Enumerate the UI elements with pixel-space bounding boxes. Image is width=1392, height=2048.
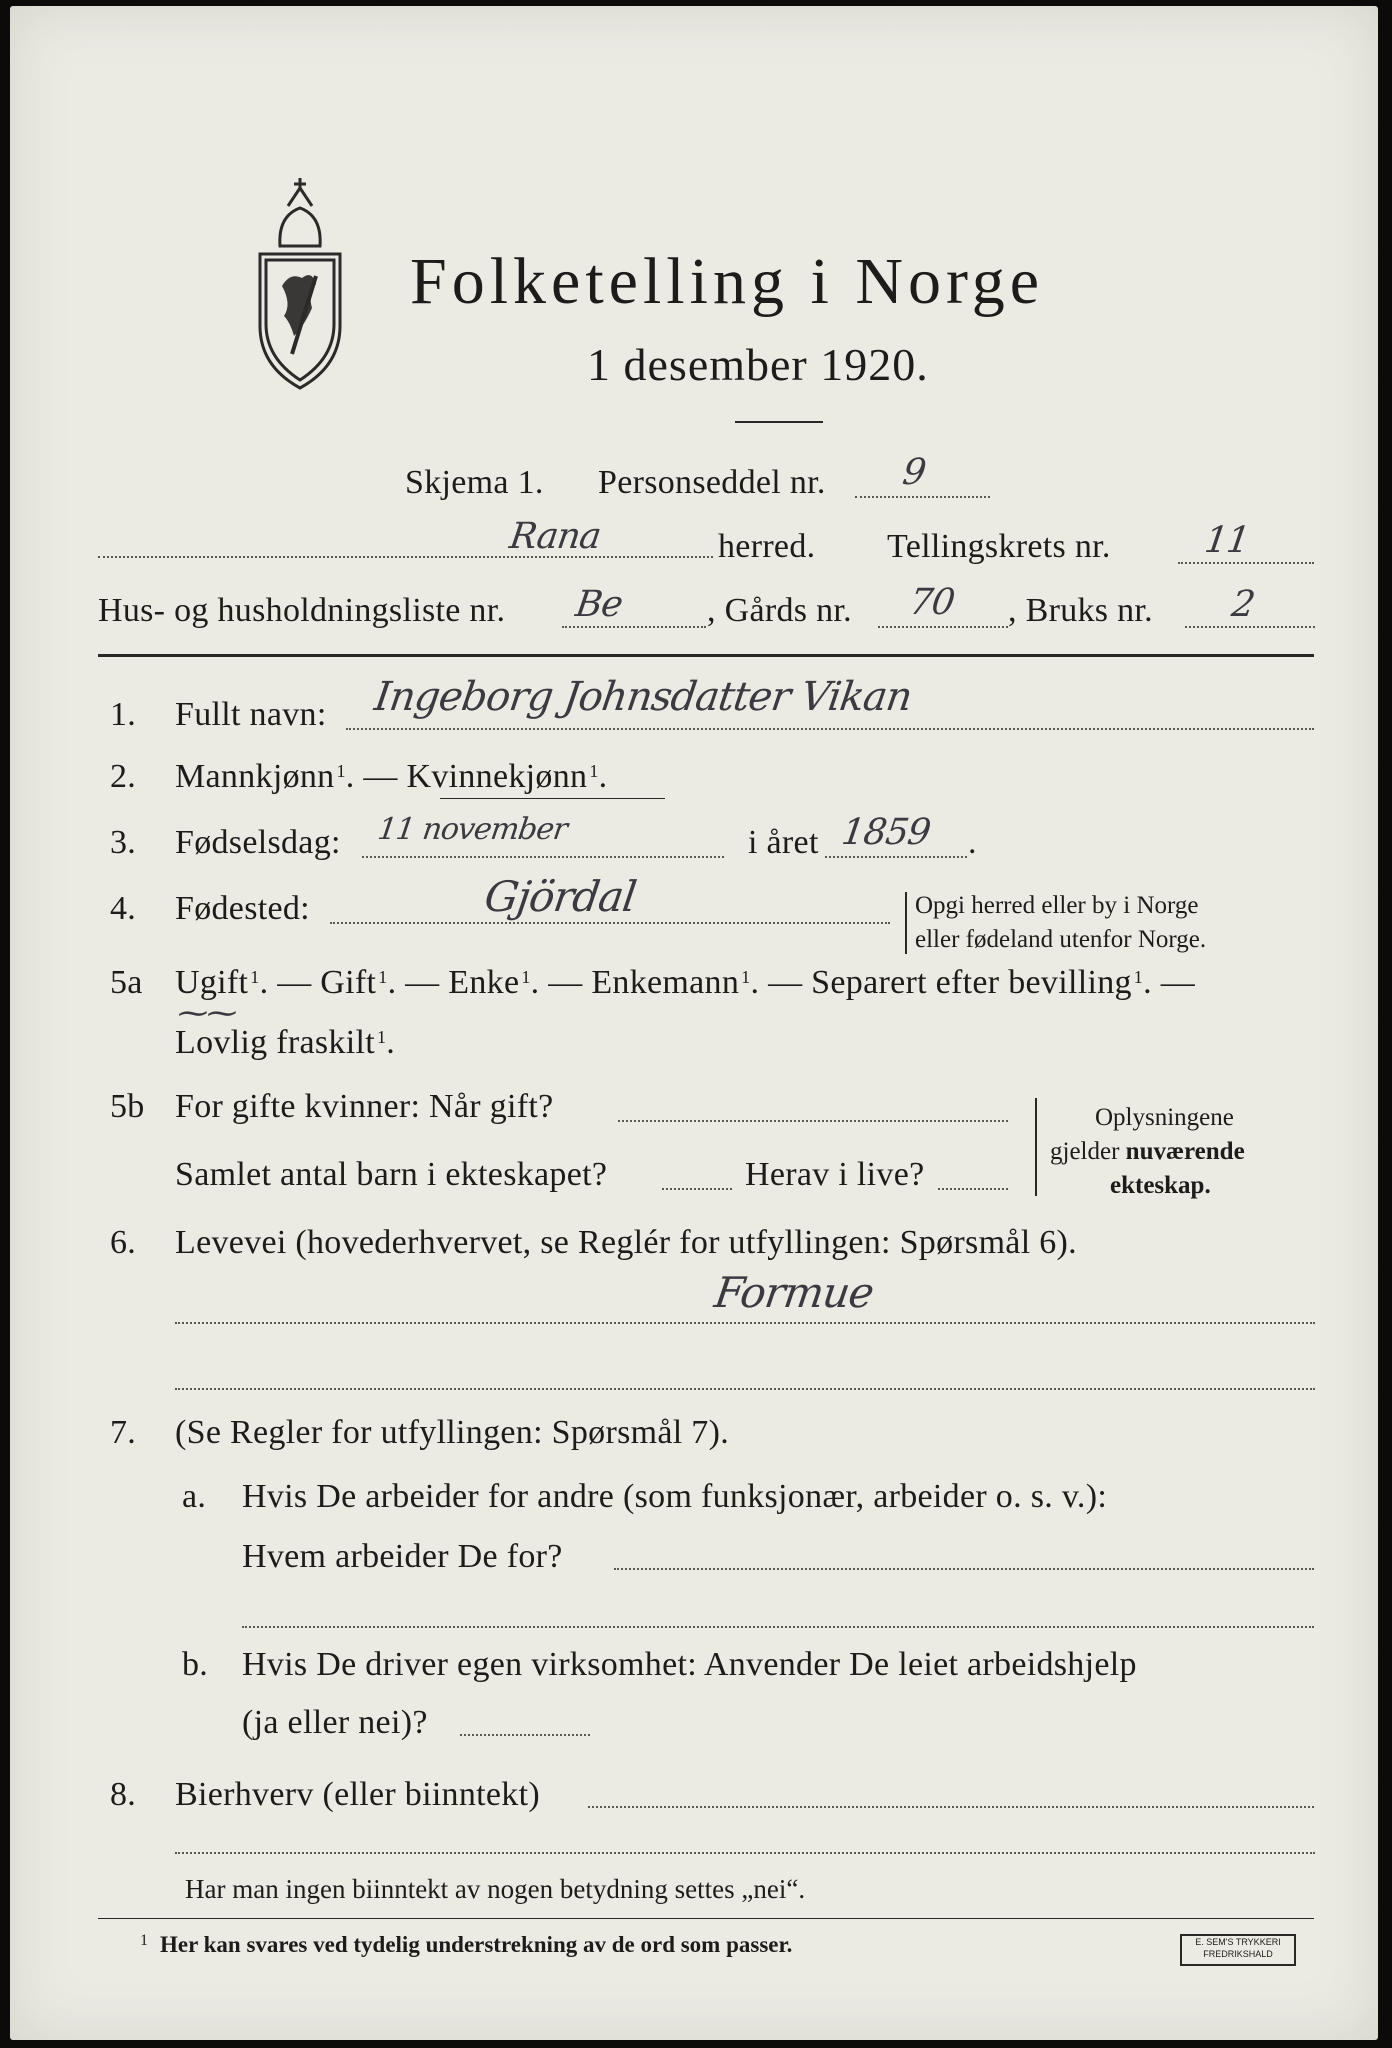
q7b-number: b. — [182, 1646, 209, 1683]
q5a-number: 5a — [110, 964, 143, 1001]
tellingskrets-value: 11 — [1202, 520, 1252, 561]
birthday-field[interactable] — [362, 856, 724, 858]
q1-label: Fullt navn: — [175, 696, 327, 733]
personseddel-value: 9 — [900, 452, 928, 493]
gards-label: , Gårds nr. — [707, 592, 852, 629]
coat-of-arms-icon — [250, 176, 350, 396]
q1-number: 1. — [110, 696, 137, 733]
husliste-value: Be — [573, 584, 625, 625]
q2-options: Mannkjønn $^1$. — Kvinnekjønn $^1$. — [175, 758, 608, 795]
children-alive-field[interactable] — [938, 1188, 1008, 1190]
herred-value: Rana — [507, 516, 603, 557]
aret-label: i året — [748, 824, 819, 861]
q4-note-brace — [905, 892, 907, 954]
q5b-number: 5b — [110, 1088, 145, 1125]
side-income-field-2[interactable] — [175, 1852, 1315, 1854]
birthday-value: 11 november — [375, 812, 570, 847]
printer-stamp: E. SEM'S TRYKKERI FREDRIKSHALD — [1180, 1934, 1296, 1966]
q4-note-line2: eller fødeland utenfor Norge. — [915, 926, 1207, 953]
q6-label: Levevei (hovederhvervet, se Reglér for utfyllingen: Spørsmål 6). — [175, 1224, 1077, 1261]
employer-field-2[interactable] — [242, 1626, 1314, 1628]
q2-number: 2. — [110, 758, 137, 795]
bruks-value: 2 — [1229, 584, 1257, 625]
tellingskrets-field[interactable] — [1178, 562, 1314, 564]
q4-note-line1: Opgi herred eller by i Norge — [915, 892, 1199, 919]
herred-field[interactable] — [98, 556, 713, 558]
gards-field[interactable] — [878, 626, 1008, 628]
employer-field[interactable] — [614, 1568, 1314, 1570]
husliste-label: Hus- og husholdningsliste nr. — [98, 592, 506, 629]
header-rule — [98, 654, 1314, 657]
skjema-label: Skjema 1. — [405, 464, 544, 501]
q3-end: . — [968, 824, 977, 861]
q7a-question: Hvem arbeider De for? — [242, 1538, 563, 1575]
q7-number: 7. — [110, 1414, 137, 1451]
option-kvinnekjonn[interactable]: Kvinnekjønn — [406, 758, 588, 795]
option-enke[interactable]: Enke — [448, 964, 520, 1001]
q5b-label1: For gifte kvinner: Når gift? — [175, 1088, 554, 1125]
birthplace-value: Gjördal — [481, 872, 639, 921]
ugift-mark: ⁓⁓ — [175, 996, 239, 1031]
census-date: 1 desember 1920. — [587, 339, 929, 390]
census-form-page — [10, 6, 1378, 2040]
q4-label: Fødested: — [175, 890, 310, 927]
bruks-label: , Bruks nr. — [1008, 592, 1153, 629]
q7b-question: (ja eller nei)? — [242, 1704, 428, 1741]
q7-label: (Se Regler for utfyllingen: Spørsmål 7). — [175, 1414, 730, 1451]
q7a-text: Hvis De arbeider for andre (som funksjonær, arbeider o. s. v.): — [242, 1478, 1108, 1515]
option-gift[interactable]: Gift — [320, 964, 377, 1001]
option-separert[interactable]: Separert efter bevilling — [811, 964, 1132, 1001]
q5b-note-brace — [1035, 1098, 1037, 1196]
hired-help-field[interactable] — [460, 1734, 590, 1736]
option-ugift[interactable]: Ugift — [175, 964, 249, 1001]
side-income-field[interactable] — [588, 1806, 1314, 1808]
birth-year-value: 1859 — [839, 812, 933, 853]
form-title: Folketelling i Norge — [410, 245, 1045, 318]
gards-value: 70 — [907, 582, 957, 623]
q7b-text: Hvis De driver egen virksomhet: Anvender De leiet arbeidshjelp — [242, 1646, 1137, 1683]
q5b-note-line2: gjelder nuværende — [1050, 1138, 1245, 1165]
bruks-field[interactable] — [1185, 626, 1315, 628]
title-divider — [735, 421, 823, 423]
q8-label: Bierhverv (eller biinntekt) — [175, 1776, 540, 1813]
footnote-rule — [98, 1918, 1314, 1919]
footnote-text: Her kan svares ved tydelig understrekning av de ord som passer. — [160, 1932, 793, 1957]
occupation-field-1[interactable] — [175, 1322, 1315, 1324]
q4-number: 4. — [110, 890, 137, 927]
q5b-label2: Samlet antal barn i ekteskapet? — [175, 1156, 608, 1193]
personseddel-label: Personseddel nr. — [598, 464, 826, 501]
kvinnekjonn-underline — [440, 798, 665, 799]
q7a-number: a. — [182, 1478, 207, 1515]
q5a-options: Ugift $^1$. — Gift $^1$. — Enke $^1$. — Enkemann $^1$. — Separert efter bevilling $^1$. — — [175, 964, 1196, 1001]
option-mannkjonn[interactable]: Mannkjønn — [175, 758, 335, 795]
occupation-field-2[interactable] — [175, 1388, 1315, 1390]
option-lovlig-fraskilt[interactable]: Lovlig fraskilt — [175, 1024, 375, 1061]
income-note: Har man ingen biinntekt av nogen betydning settes „nei“. — [185, 1874, 806, 1904]
q5b-label3: Herav i live? — [745, 1156, 925, 1193]
husliste-field[interactable] — [562, 626, 706, 628]
birthplace-field[interactable] — [330, 922, 890, 924]
herred-label: herred. — [718, 528, 816, 565]
q3-number: 3. — [110, 824, 137, 861]
married-date-field[interactable] — [618, 1120, 1008, 1122]
tellingskrets-label: Tellingskrets nr. — [887, 528, 1111, 565]
children-count-field[interactable] — [662, 1188, 732, 1190]
option-enkemann[interactable]: Enkemann — [591, 964, 740, 1001]
full-name-field[interactable] — [346, 728, 1314, 730]
occupation-value: Formue — [711, 1268, 877, 1317]
personseddel-field[interactable] — [855, 496, 990, 498]
q8-number: 8. — [110, 1776, 137, 1813]
q3-label: Fødselsdag: — [175, 824, 341, 861]
birth-year-field[interactable] — [825, 856, 967, 858]
q5b-note-line1: Oplysningene — [1095, 1104, 1234, 1131]
footnote-mark: 1 — [140, 1932, 148, 1949]
q6-number: 6. — [110, 1224, 137, 1261]
q5b-note-line3: ekteskap. — [1110, 1172, 1211, 1199]
full-name-value: Ingeborg Johnsdatter Vikan — [371, 674, 915, 720]
q5a-line2: Lovlig fraskilt $^1$. — [175, 1024, 396, 1061]
